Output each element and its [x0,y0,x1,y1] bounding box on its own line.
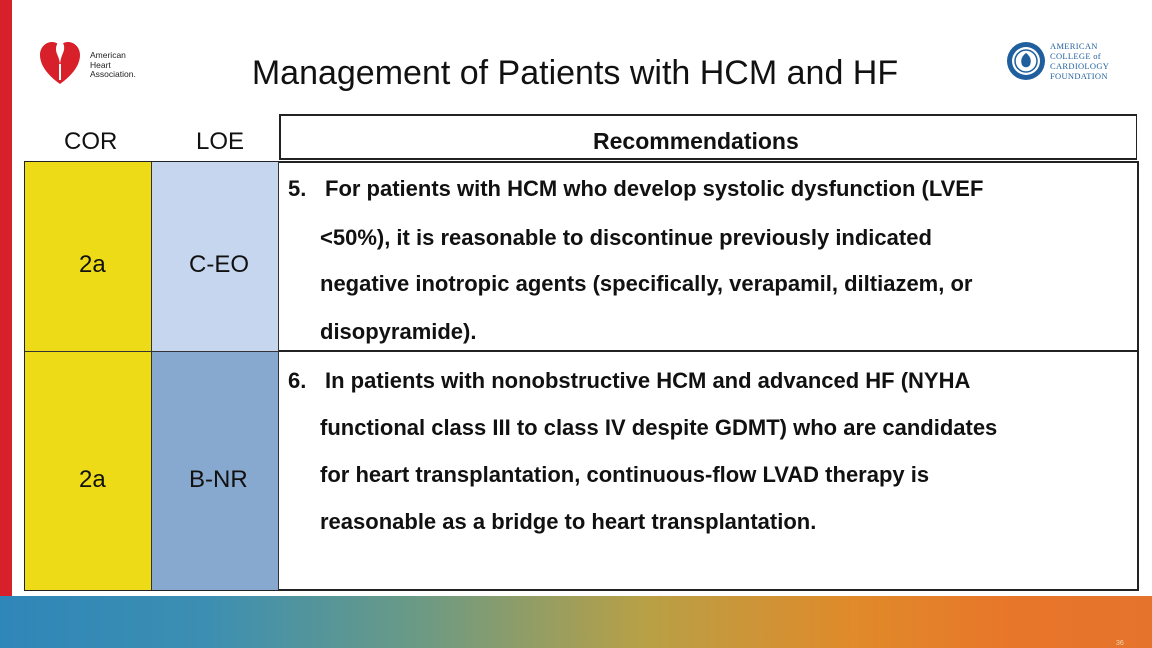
recommendation-5-line2: <50%), it is reasonable to discontinue previously indicated [320,225,932,250]
acc-logo-line2: COLLEGE of [1050,51,1101,61]
acc-logo-line4: FOUNDATION [1050,71,1108,81]
aha-logo-line3: Association. [90,69,136,79]
aha-logo-line1: American [90,50,126,60]
header-recommendations: Recommendations [593,128,799,154]
acc-seal-icon [1006,40,1046,82]
footer-gradient-bar [0,596,1152,648]
recommendation-6-line1: In patients with nonobstructive HCM and advanced HF (NYHA [325,368,971,393]
cor-value-row1: 2a [79,251,106,278]
loe-value-row1: C-EO [189,251,249,278]
row-divider [279,350,1139,352]
recommendation-5-line1: For patients with HCM who develop systolic dysfunction (LVEF [325,176,984,201]
header-loe: LOE [196,128,245,155]
recommendation-5-line4: disopyramide). [320,319,477,344]
brand-accent-bar [0,0,12,596]
recommendation-number-5: 5. [288,176,307,201]
aha-logo-line2: Heart [90,59,111,70]
aha-logo [38,34,148,90]
recommendation-number-6: 6. [288,368,307,393]
slide-title: Management of Patients with HCM and HF [251,54,899,92]
acc-logo-line3: CARDIOLOGY [1050,61,1110,71]
recommendation-5-line3: negative inotropic agents (specifically, verapamil, diltiazem, or [320,271,973,296]
header-cor: COR [64,128,118,155]
recommendation-6-line3: for heart transplantation, continuous-flow LVAD therapy is [320,462,930,487]
recommendation-6-line4: reasonable as a bridge to heart transplantation. [320,509,817,534]
loe-value-row2: B-NR [189,466,248,493]
acc-logo [1006,40,1126,84]
acc-logo-line1: AMERICAN [1050,41,1098,51]
page-number: 36 [1116,640,1124,647]
cor-value-row2: 2a [79,466,106,493]
recommendation-6-line2: functional class III to class IV despite GDMT) who are candidates [320,415,998,440]
